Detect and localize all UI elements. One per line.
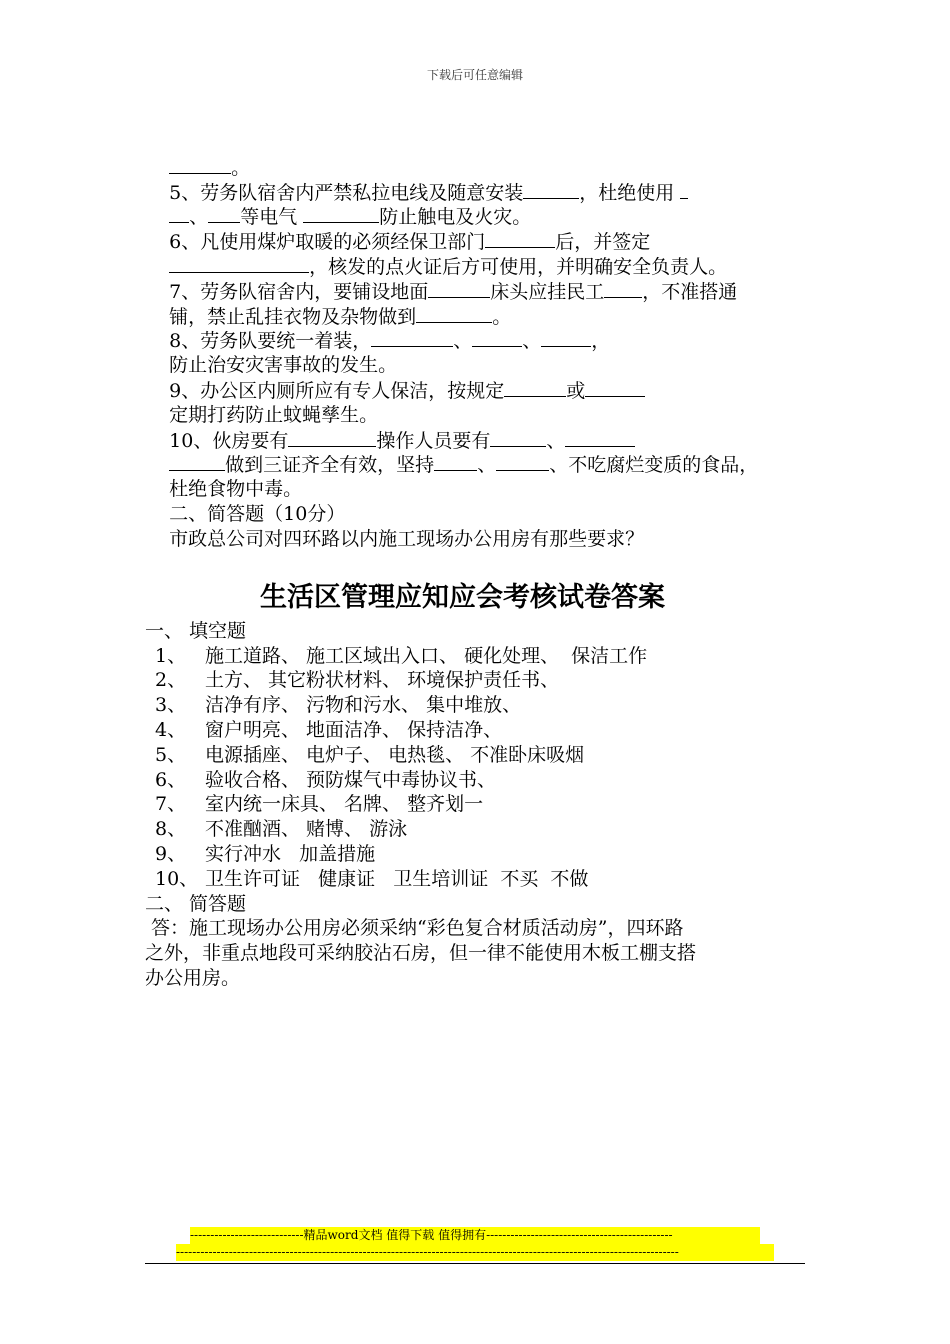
answer-item-number: 10、 [155, 867, 199, 890]
answer-item-number: 7、 [155, 793, 187, 816]
answer-item-number: 3、 [155, 694, 187, 717]
answer-blank [416, 304, 492, 323]
answer-blank [169, 155, 231, 174]
document-body [145, 130, 810, 991]
answer-blank [541, 328, 591, 347]
answer-blank [504, 378, 566, 397]
answer-blank [169, 254, 309, 273]
answer-item-text: 验收合格、 预防煤气中毒协议书、 [205, 768, 497, 791]
section-heading: 二、简答题（10分） [169, 502, 346, 525]
answer-item-number: 1、 [155, 644, 187, 667]
answer-item-text: 洁净有序、 污物和污水、 集中堆放、 [205, 694, 522, 717]
answer-item-number: 6、 [155, 768, 187, 791]
answer-blank [485, 229, 555, 248]
answer-item-text: 窗户明亮、 地面洁净、 保持洁净、 [205, 718, 503, 741]
question-line: 杜绝食物中毒。 [169, 478, 303, 501]
answer-item [145, 792, 810, 817]
question-line: 铺，禁止乱挂衣物及杂物做到 。 [169, 305, 512, 328]
answer-blank [428, 279, 490, 298]
answer-section-heading: 二、 简答题 [145, 892, 247, 915]
answer-item-number: 5、 [155, 743, 187, 766]
question-line: 做到三证齐全有效，坚持 、 、不吃腐烂变质的食品， [145, 428, 810, 453]
question-line: 定期打药防止蚊蝇孳生。 [169, 403, 379, 426]
answer-list [145, 644, 810, 892]
answer-item-text: 不准酗酒、 赌博、 游泳 [205, 818, 408, 841]
answer-blank [371, 328, 453, 347]
answer-paragraph: 办公用房。 [145, 966, 241, 989]
short-answer-question: 市政总公司对四环路以内施工现场办公用房有那些要求？ [169, 527, 645, 550]
footer-banner: ----------------------------精品word文档 值得下载 值得拥有---------------------------------------------- [190, 1227, 760, 1244]
answer-item-number: 4、 [155, 718, 187, 741]
answer-item [145, 644, 810, 669]
question-line: ，核发的点火证后方可使用，并明确安全负责人。 [145, 229, 810, 254]
answer-item-text: 施工道路、 施工区域出入口、 硬化处理、 保洁工作 [205, 644, 648, 667]
answer-blank [523, 180, 579, 199]
answer-item [145, 743, 810, 768]
question-7: 7、劳务队宿舍内，要铺设地面 床头应挂民工 ，不准搭通 [169, 280, 738, 303]
answer-blank [303, 204, 379, 223]
answer-item [145, 842, 810, 867]
page-header: 下载后可任意编辑 [426, 68, 523, 82]
answer-item [145, 768, 810, 793]
answer-blank [288, 428, 376, 447]
answer-blank [496, 452, 549, 471]
answer-item-number: 2、 [155, 669, 187, 692]
footer-dash-line: ---------------------------------------------------------------------------------------------------------------------------- [176, 1244, 774, 1261]
question-5: 5、劳务队宿舍内严禁私拉电线及随意安装 ，杜绝使用 [145, 155, 810, 180]
question-line: 、 等电气 防止触电及火灾。 [145, 180, 810, 205]
answer-paragraph: 之外，非重点地段可采纳胶沾石房，但一律不能使用木板工棚支搭 [145, 942, 697, 965]
question-line: 防止治安灾害事故的发生。 [169, 354, 398, 377]
footer-rule [145, 1263, 805, 1264]
answer-blank [680, 180, 688, 199]
answer-blank [490, 428, 546, 447]
answer-blank [604, 279, 642, 298]
answer-item-text: 卫生许可证 健康证 卫生培训证 不买 不做 [205, 867, 589, 890]
question-9: 9、办公区内厕所应有专人保洁，按规定 或 [145, 353, 810, 378]
answer-item [145, 817, 810, 842]
question-8: 8、劳务队要统一着装， 、 、 ， [169, 330, 611, 353]
answer-item-text: 实行冲水 加盖措施 [205, 842, 376, 865]
answer-blank [434, 452, 477, 471]
answer-item [145, 668, 810, 693]
answer-item-text: 电源插座、 电炉子、 电热毯、 不准卧床吸烟 [205, 743, 585, 766]
answer-blank [169, 452, 225, 471]
answer-paragraph: 答：施工现场办公用房必须采纳“彩色复合材质活动房”，四环路 [145, 917, 684, 940]
question-line: 。 [145, 130, 810, 155]
question-6: 6、凡使用煤炉取暖的必须经保卫部门 后，并签定 [169, 231, 651, 254]
answer-blank [565, 428, 635, 447]
answer-blank [169, 204, 189, 223]
answer-title: 生活区管理应知应会考核试卷答案 [260, 581, 665, 613]
answer-item-number: 9、 [155, 842, 187, 865]
question-10: 10、伙房要有 操作人员要有 、 [145, 403, 810, 428]
answer-blank [585, 378, 645, 397]
answer-item [145, 693, 810, 718]
answer-item-number: 8、 [155, 818, 187, 841]
answer-item [145, 867, 810, 892]
answer-blank [208, 204, 240, 223]
answer-item-text: 室内统一床具、 名牌、 整齐划一 [205, 793, 484, 816]
answer-blank [472, 328, 522, 347]
answer-item-text: 土方、 其它粉状材料、 环境保护责任书、 [205, 669, 560, 692]
answer-section-heading: 一、 填空题 [145, 619, 247, 642]
answer-item [145, 718, 810, 743]
